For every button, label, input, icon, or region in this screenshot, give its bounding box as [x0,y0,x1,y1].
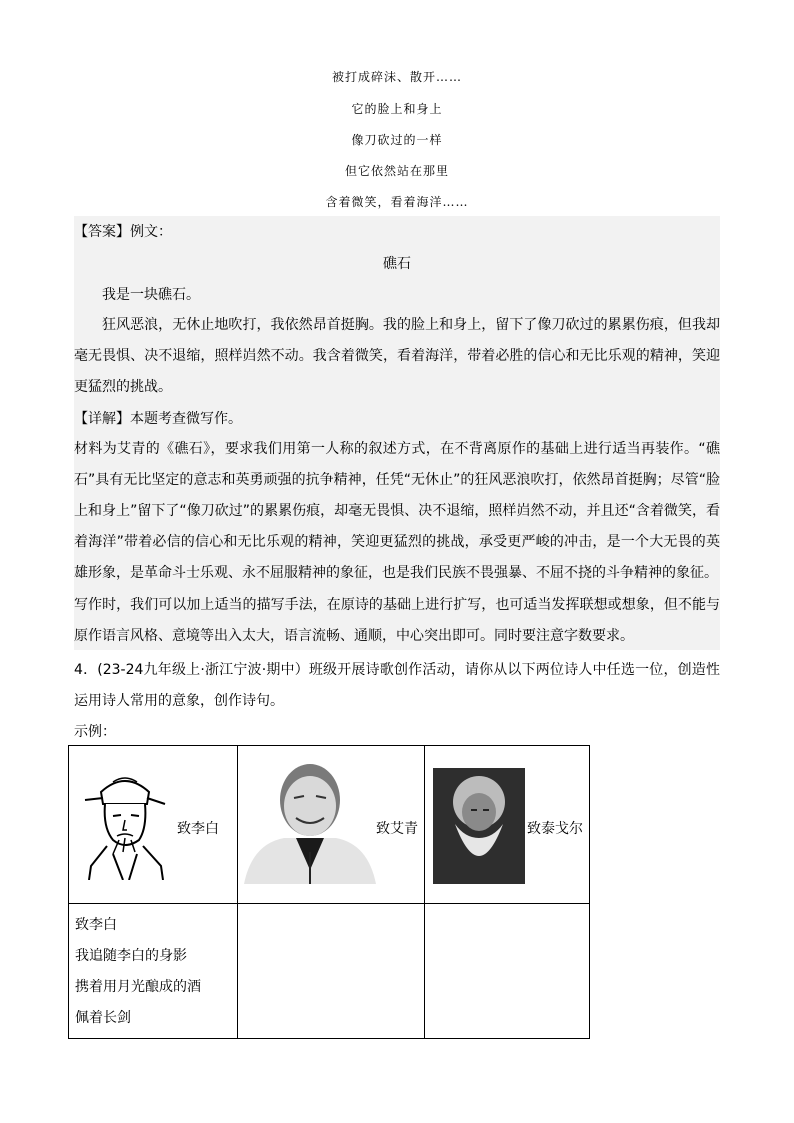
poem-line-1: 被打成碎沫、散开…… [331,70,462,84]
poem-line-5: 含着微笑，看着海洋…… [325,195,469,209]
cell-ai-qing [238,746,425,904]
question-text: 4．(23-24九年级上·浙江宁波·期中）班级开展诗歌创作活动，请你从以下两位诗人中任选一位，创造性运用诗人常用的意象，创作诗句。 [74,662,720,709]
cell-tagore [425,746,590,904]
example-cell [69,904,238,1039]
ai-qing-portrait [244,760,376,884]
li-bai-portrait [83,770,167,880]
answer-label: 【答案】例文： [74,224,172,240]
caption-li-bai: 致李白 [177,821,219,837]
answer-title: 礁石 [383,256,411,272]
detail-label: 【详解】本题考查微写作。 [74,411,242,427]
poem-line-4: 但它依然站在那里 [344,164,449,178]
poets-table [68,745,590,1039]
example-label: 示例： [74,724,116,740]
caption-tagore: 致泰戈尔 [527,821,583,837]
detail-para-2: 写作时，我们可以加上适当的描写手法，在原诗的基础上进行扩写，也可适当发挥联想或想象，但不能与原作语言风格、意境等出入太大，语言流畅、通顺，中心突出即可。同时要注意字数要求。 [74,597,720,644]
caption-ai-qing: 致艾青 [376,821,418,837]
example-line-4: 佩着长剑 [75,1010,131,1026]
poem-line-3: 像刀砍过的一样 [351,133,443,147]
poem-line-2: 它的脸上和身上 [351,102,443,116]
example-line-2: 我追随李白的身影 [75,948,187,964]
blank-cell-tagore[interactable] [425,904,590,1039]
blank-cell-ai-qing[interactable] [238,904,425,1039]
answer-para-2: 狂风恶浪，无休止地吹打，我依然昂首挺胸。我的脸上和身上，留下了像刀砍过的累累伤痕，但我却毫无畏惧、决不退缩，照样岿然不动。我含着微笑，看着海洋，带着必胜的信心和无比乐观的精神，笑迎更猛烈的挑战。 [74,317,720,395]
detail-para-1: 材料为艾青的《礁石》，要求我们用第一人称的叙述方式，在不背离原作的基础上进行适当再装作。“礁石”具有无比坚定的意志和英勇顽强的抗争精神，任凭“无休止”的狂风恶浪吹打，依然昂首挺胸；尽管“脸上和身上”留下了“像刀砍过”的累累伤痕，却毫无畏惧、决不退缩，照样岿然不动，并且还“含着微笑，看着海洋”带着必信的信心和无比乐观的精神，笑迎更猛烈的挑战，承受更严峻的冲击，是一个大无畏的英雄形象，是革命斗士乐观、永不屈服精神的象征，也是我们民族不畏强暴、不屈不挠的斗争精神的象征。 [74,441,720,581]
tagore-portrait [433,768,525,884]
answer-para-1: 我是一块礁石。 [102,287,200,303]
cell-li-bai [69,746,238,904]
example-line-3: 携着用月光酿成的酒 [75,979,201,995]
example-line-1: 致李白 [75,917,117,933]
